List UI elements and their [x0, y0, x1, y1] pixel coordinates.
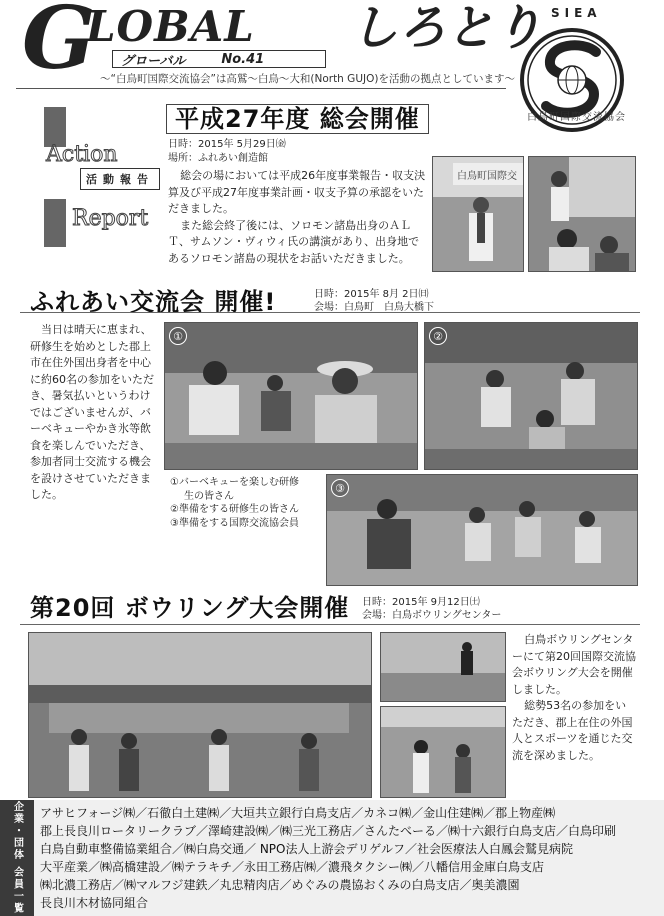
photo-bowler-2 — [380, 706, 506, 798]
photo-number-2: ② — [429, 327, 447, 345]
header-rule — [16, 88, 506, 89]
issue-name: グローバル — [121, 53, 186, 69]
section1-place: 場所：ふれあい創造館 — [168, 153, 268, 164]
caption-line: ②準備をする研修生の皆さん — [170, 504, 299, 515]
caption-line: 生の皆さん — [184, 490, 234, 502]
member-line: 長良川木材協同組合 — [40, 896, 149, 910]
emblem-acronym: SIEA — [551, 6, 602, 20]
photo-sign-text: 白鳥町国際交 — [457, 171, 517, 182]
section2-body: 当日は晴天に恵まれ、研修生を始めとした郡上市在住外国出身者を中心に約60名の参加をいただき、暑気払いというわけではございませんが、バーベキューやかき氷等飲食を楽しんでいただき、参加者同士交流する機会を設けさせていただきました。 — [30, 323, 154, 501]
photo-number-3: ③ — [331, 479, 349, 497]
section3-paragraph: 総勢53名の参加をいただき、郡上在住の外国人とスポーツを通じた交流を深めました。 — [512, 699, 633, 762]
member-line: 郡上長良川ロータリークラブ／澤崎建設㈱／㈱三光工務店／さんたべーる／㈱十六銀行白鳥支店／白鳥印刷 — [40, 824, 617, 838]
emblem-caption: 白鳥町国際交流協会 — [527, 112, 626, 123]
photo-number-1: ① — [169, 327, 187, 345]
section1-title: 平成27年度 総会開催 — [166, 104, 429, 134]
section3-body — [512, 632, 636, 764]
section3-place: 会場：白鳥ボウリングセンター — [362, 610, 502, 621]
photo-bbq-1 — [164, 322, 418, 470]
issue-box — [112, 50, 326, 68]
section2-date: 日時：2015年 8月 2日㈰ — [314, 289, 429, 300]
section3-rule — [20, 624, 640, 625]
issue-number: No.41 — [221, 51, 265, 67]
members-label: 企業・団体 会員一覧 — [0, 800, 34, 916]
caption-line: ①バーベキューを楽しむ研修 — [170, 477, 299, 488]
activity-report-badge: 活動報告 — [80, 168, 160, 190]
section1-date: 日時：2015年 5月29日㈮ — [168, 139, 286, 150]
section1-paragraph: また総会終了後には、ソロモン諸島出身のＡＬＴ、サムソン・ヴィウィ氏の講演があり、出身地であるソロモン諸島の現状をお話いただきました。 — [168, 218, 420, 265]
section2-title: ふれあい交流会 開催! — [30, 288, 277, 316]
photo-general-meeting-1 — [432, 156, 524, 272]
section3-paragraph: 白鳥ボウリングセンターにて第20回国際交流協会ボウリング大会を開催しました。 — [512, 633, 636, 696]
logo-letter-g: G — [22, 0, 96, 89]
section1-body — [168, 168, 426, 267]
tagline: 〜“白鳥町国際交流協会”は高鷲〜白鳥〜大和(North GUJO)を活動の拠点としています〜 — [100, 73, 515, 85]
section2-captions — [170, 476, 299, 530]
section1-paragraph: 総会の場においては平成26年度事業報告・収支決算及び平成27年度事業計画・収支予算の承認をいただきました。 — [168, 169, 426, 215]
logo-kana: しろとり — [350, 0, 543, 56]
photo-bowling-hall — [28, 632, 372, 798]
logo-wordmark: LOBAL — [86, 2, 255, 51]
section3-date: 日時：2015年 9月12日㈯ — [362, 597, 480, 608]
caption-line: ③準備をする国際交流協会員 — [170, 517, 299, 529]
member-line: ㈱北濃工務店／㈱マルフジ建鉄／丸忠精肉店／めぐみの農協おくみの白鳥支店／奥美濃園 — [40, 878, 520, 892]
member-line: 大平産業／㈱高橋建設／㈱テラキチ／永田工務店㈱／濃飛タクシー㈱／八幡信用金庫白鳥支店 — [40, 860, 545, 874]
action-report-line1: Action — [46, 142, 118, 167]
section2-place: 会場：白鳥町 白鳥大橋下 — [314, 302, 434, 313]
member-line: アサヒフォージ㈱／石徹白土建㈱／大垣共立銀行白鳥支店／カネコ㈱／金山住建㈱／郡上物産㈱ — [40, 806, 556, 820]
members-list — [40, 804, 660, 912]
photo-bowler-1 — [380, 632, 506, 702]
section2-rule — [20, 312, 640, 313]
action-report-line2: Report — [72, 206, 149, 231]
member-line: 白鳥自動車整備協業組合／㈱白鳥交通／ NPO法人上游会デリゲルフ／社会医療法人白鳳会鷲見病院 — [40, 842, 573, 856]
section3-title: 第20回 ボウリング大会開催 — [30, 594, 350, 622]
photo-general-meeting-2 — [528, 156, 636, 272]
photo-bbq-2 — [424, 322, 638, 470]
photo-bbq-3 — [326, 474, 638, 586]
